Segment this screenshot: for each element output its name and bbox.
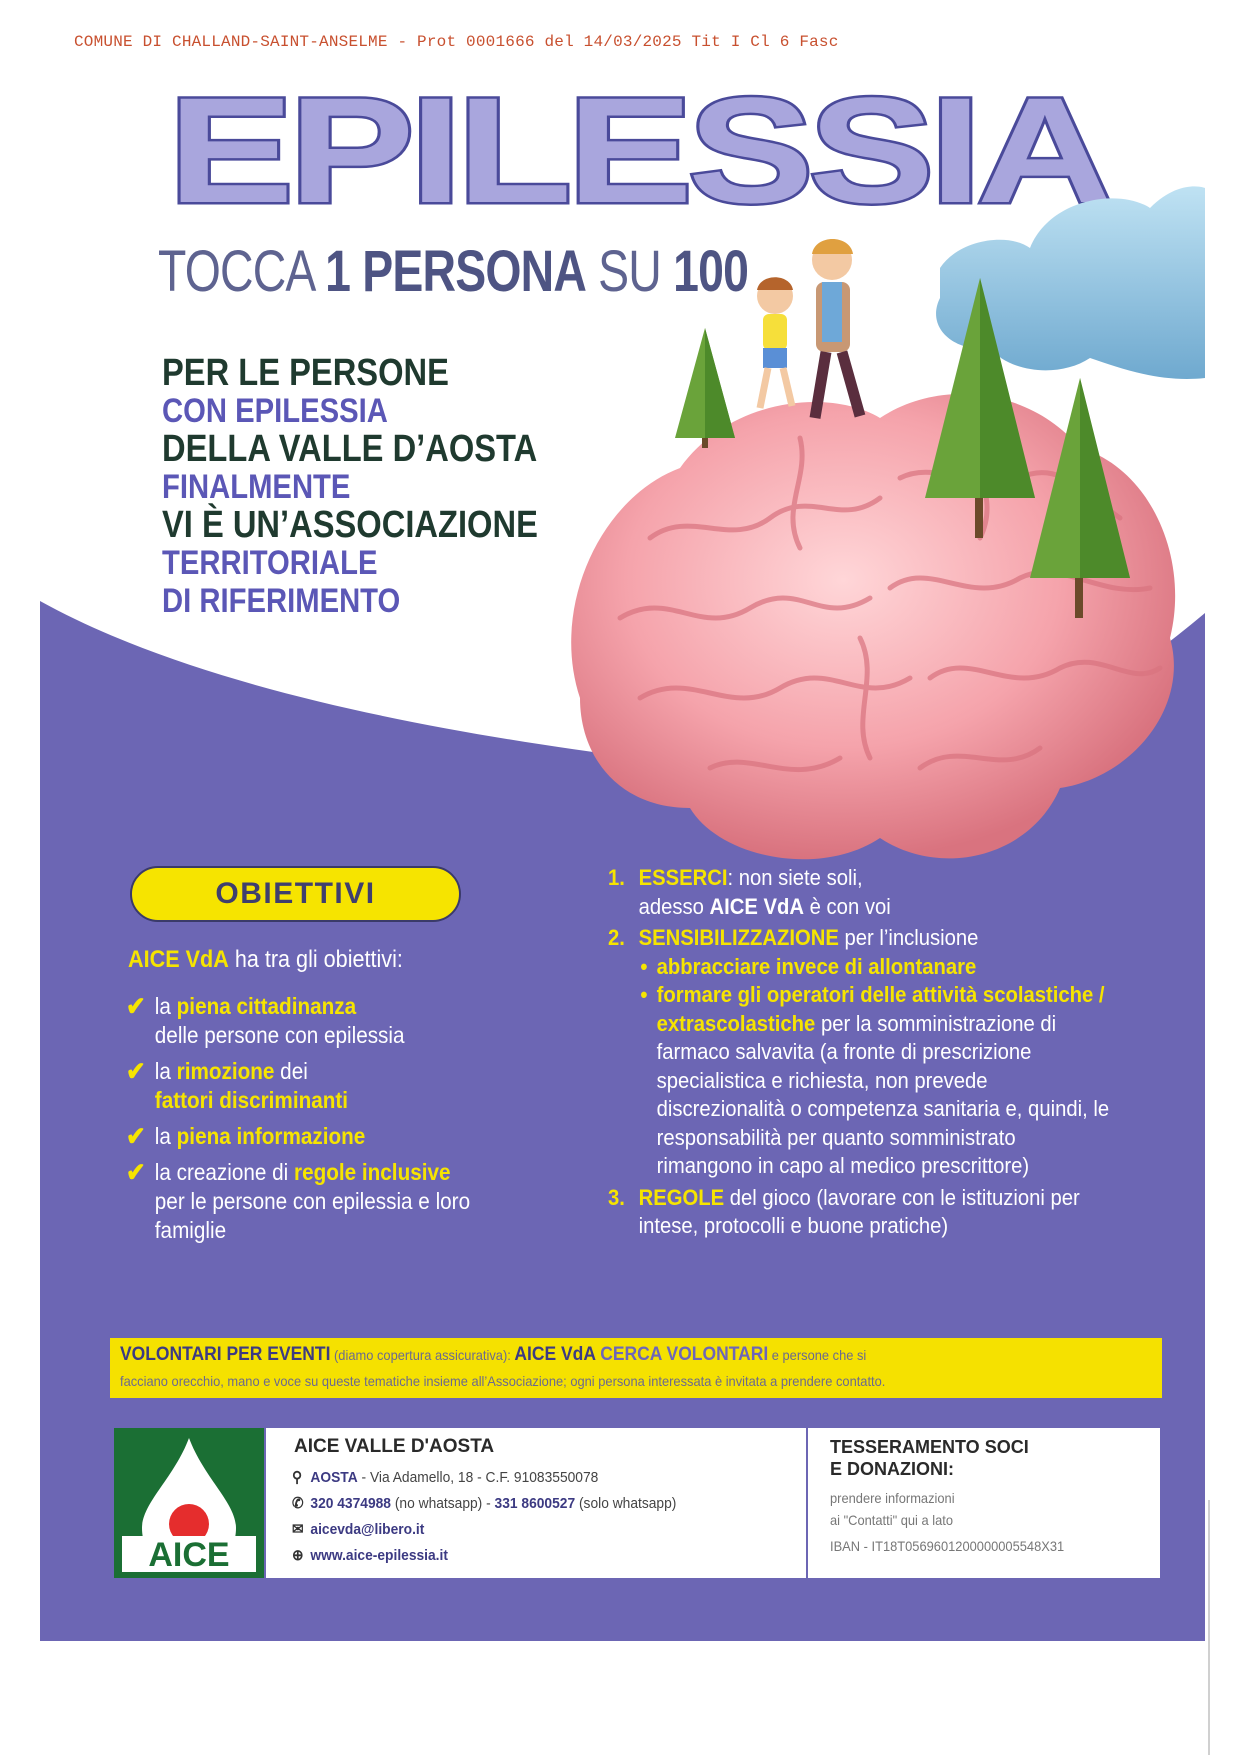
tree-icon — [675, 328, 735, 448]
obiettivi-intro-text: ha tra gli obiettivi: — [228, 946, 403, 973]
tesseramento-title-1: TESSERAMENTO SOCI — [830, 1437, 1029, 1457]
footer — [114, 1428, 1160, 1578]
item-highlight: regole inclusive — [294, 1159, 451, 1185]
subtitle-part1: TOCCA — [158, 239, 326, 304]
address-row — [292, 1468, 598, 1486]
banner-heading: VOLONTARI PER EVENTI — [120, 1344, 331, 1365]
tesseramento-text: prendere informazioni — [830, 1490, 955, 1506]
item-text: la — [154, 1123, 177, 1149]
list-item — [639, 981, 1112, 1181]
banner-note: (diamo copertura assicurativa): — [330, 1347, 515, 1363]
tesseramento-text: ai "Contatti" qui a lato — [830, 1512, 953, 1528]
pin-icon: ⚲ — [292, 1469, 303, 1486]
list-item — [639, 953, 1112, 982]
banner-line-2: facciano orecchio, mano e voce su queste tematiche insieme all’Associazione; ogni persona interessata è invitata a prendere contatto. — [120, 1373, 886, 1389]
check-icon: ✔ — [126, 1157, 146, 1187]
step-text: per l’inclusione — [838, 925, 979, 950]
subtitle-part4: 100 — [673, 239, 749, 304]
website-link[interactable]: www.aice-epilessia.it — [310, 1547, 448, 1564]
contact-title: AICE VALLE D'AOSTA — [294, 1436, 495, 1457]
item-highlight: rimozione — [176, 1058, 275, 1084]
step-1 — [608, 864, 1112, 921]
bullet-text: abbracciare invece di allontanare — [656, 953, 977, 979]
step-text: : non siete soli, — [727, 865, 863, 890]
intro-line: TERRITORIALE — [162, 544, 378, 582]
check-icon: ✔ — [126, 991, 146, 1021]
aice-vda: AICE VdA — [709, 893, 805, 919]
email-link[interactable]: aicevda@libero.it — [310, 1521, 425, 1538]
child-figure — [757, 277, 793, 408]
steps-list — [608, 864, 1112, 1241]
step-keyword: REGOLE — [638, 1184, 725, 1210]
item-text: la — [154, 1058, 177, 1084]
tesseramento-title — [830, 1436, 1029, 1480]
tesseramento-box — [808, 1428, 1160, 1578]
obiettivi-list — [126, 992, 513, 1252]
list-item — [126, 1158, 513, 1245]
item-text: la — [154, 993, 177, 1019]
tesseramento-title-2: E DONAZIONI: — [830, 1459, 954, 1479]
contact-box — [266, 1428, 806, 1578]
intro-line: PER LE PERSONE — [162, 352, 449, 394]
check-icon: ✔ — [126, 1056, 146, 1086]
volunteer-banner — [110, 1338, 1162, 1398]
mail-icon: ✉ — [292, 1521, 304, 1538]
intro-line: FINALMENTE — [162, 468, 351, 506]
step-text: del gioco (lavorare con le istituzioni per intese, protocolli e buone pratiche) — [638, 1184, 1080, 1238]
subtitle-part2: 1 PERSONA — [325, 239, 587, 304]
banner-cta: CERCA VOLONTARI — [595, 1344, 769, 1365]
step-keyword: SENSIBILIZZAZIONE — [638, 925, 839, 950]
banner-line-1 — [120, 1344, 866, 1366]
intro-line: DELLA VALLE D’AOSTA — [162, 428, 538, 470]
email-row[interactable] — [292, 1520, 424, 1538]
list-item — [126, 992, 513, 1050]
list-item — [126, 1122, 513, 1151]
step-text: è con voi — [804, 893, 891, 919]
step-number: 2. — [608, 925, 625, 950]
step-2 — [608, 924, 1112, 1181]
item-highlight: piena cittadinanza — [176, 993, 357, 1019]
aice-vda: AICE VdA — [514, 1344, 596, 1365]
address-text: - Via Adamello, 18 - C.F. 91083550078 — [357, 1469, 599, 1486]
protocol-stamp: COMUNE DI CHALLAND-SAINT-ANSELME - Prot 0001666 del 14/03/2025 Tit I Cl 6 Fasc — [74, 33, 839, 51]
item-text: dei — [274, 1058, 308, 1084]
item-text: la creazione di — [154, 1159, 295, 1185]
phone-note: (no whatsapp) - — [390, 1495, 495, 1512]
item-highlight: piena informazione — [176, 1123, 366, 1149]
aice-vda: AICE VdA — [128, 946, 229, 973]
intro-line: DI RIFERIMENTO — [162, 582, 401, 620]
title-text: EPILESSIA — [168, 72, 1109, 222]
phone-row[interactable] — [292, 1494, 676, 1512]
item-highlight: fattori discriminanti — [154, 1087, 349, 1113]
step-number: 1. — [608, 865, 625, 890]
phone-icon: ✆ — [292, 1495, 304, 1512]
obiettivi-intro — [128, 946, 403, 974]
brain-illustration — [560, 178, 1205, 898]
phone-2[interactable]: 331 8600527 — [494, 1495, 576, 1512]
step-3 — [608, 1184, 1112, 1241]
aice-logo — [114, 1428, 264, 1578]
phone-1[interactable]: 320 4374988 — [310, 1495, 391, 1512]
item-text: delle persone con epilessia — [154, 1022, 405, 1048]
bullet-text: per la somministrazione di farmaco salvavita (a fronte di prescrizione specialistica e richiesta, non prevede discrezionalità o competenza sanitaria e, quindi, le responsabilità per quanto somministrato rimangono in capo al medico prescrittore) — [656, 1010, 1110, 1178]
step-text: adesso — [638, 893, 710, 919]
banner-note: e persone che si — [768, 1347, 867, 1363]
iban: IBAN - IT18T0569601200000005548X31 — [830, 1538, 1065, 1554]
flyer — [40, 58, 1205, 1641]
intro-line: VI È UN’ASSOCIAZIONE — [162, 504, 538, 546]
intro-line: CON EPILESSIA — [162, 392, 388, 430]
web-row[interactable] — [292, 1546, 448, 1564]
address-city: AOSTA — [310, 1469, 358, 1486]
globe-icon: ⊕ — [292, 1547, 304, 1564]
item-text: per le persone con epilessia e loro famiglie — [154, 1188, 471, 1243]
step-2-bullets — [639, 953, 1112, 1181]
bullet-highlight: formare gli operatori delle attività scolastiche / extrascolastiche — [656, 982, 1105, 1036]
step-number: 3. — [608, 1184, 625, 1210]
subtitle-part3: SU — [586, 239, 674, 304]
check-icon: ✔ — [126, 1121, 146, 1151]
intro-text — [162, 354, 538, 620]
adult-figure — [812, 239, 860, 418]
phone-note: (solo whatsapp) — [575, 1495, 677, 1512]
step-keyword: ESSERCI — [638, 865, 728, 890]
scan-edge — [1208, 1500, 1210, 1755]
obiettivi-label: OBIETTIVI — [130, 866, 461, 922]
logo-text: AICE — [148, 1536, 230, 1574]
drop-logo-icon — [114, 1428, 264, 1578]
list-item — [126, 1057, 513, 1115]
